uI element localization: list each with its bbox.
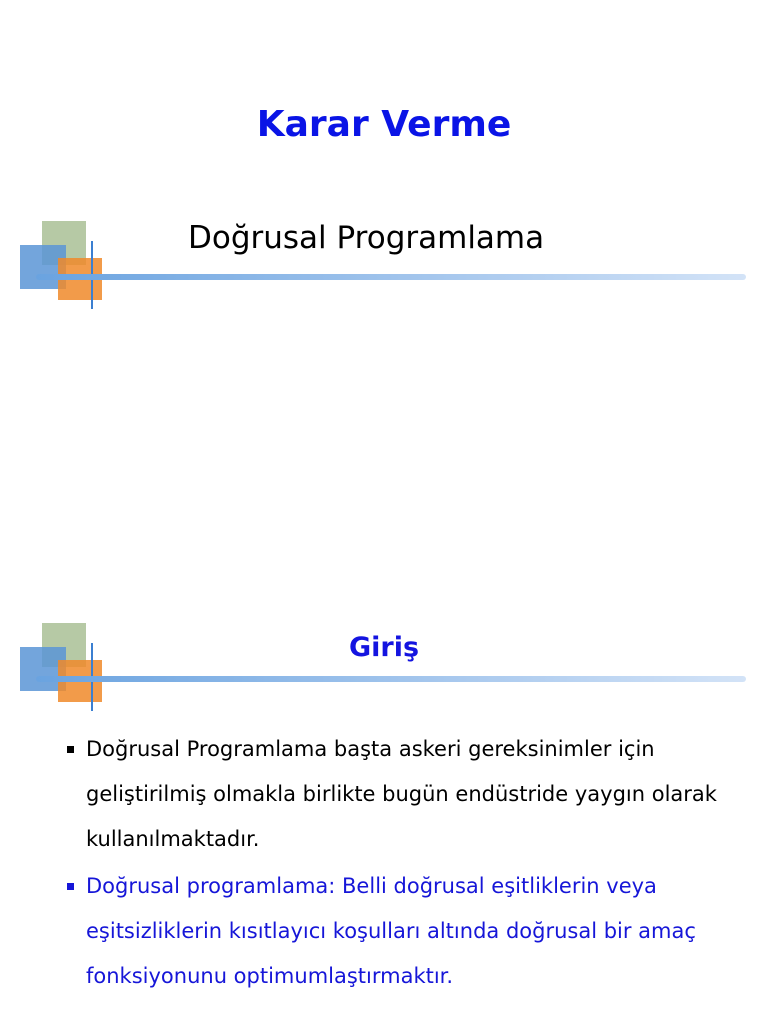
bullet-item bbox=[62, 864, 752, 999]
bullet-item bbox=[62, 727, 752, 862]
bullet-text: Doğrusal Programlama başta askeri gereksinimler için geliştirilmiş olmakla birlikte bugün endüstride yaygın olarak kullanılmaktadır. bbox=[86, 737, 717, 851]
square-bullet-icon bbox=[67, 883, 74, 890]
bullet-list bbox=[62, 727, 752, 999]
slide-title: Karar Verme bbox=[256, 104, 512, 145]
slide-subtitle: Doğrusal Programlama bbox=[188, 220, 545, 256]
slide-2 bbox=[0, 512, 768, 1024]
bullet-text: Doğrusal programlama: Belli doğrusal eşitliklerin veya eşitsizliklerin kısıtlayıcı koşulları altında doğrusal bir amaç fonksiyonunu optimumlaştırmaktır. bbox=[86, 874, 696, 988]
title-rule bbox=[36, 274, 746, 280]
square-bullet-icon bbox=[67, 746, 74, 753]
title-rule bbox=[36, 676, 746, 682]
slide-title: Giriş bbox=[348, 632, 420, 663]
decorative-squares-icon bbox=[20, 221, 106, 313]
